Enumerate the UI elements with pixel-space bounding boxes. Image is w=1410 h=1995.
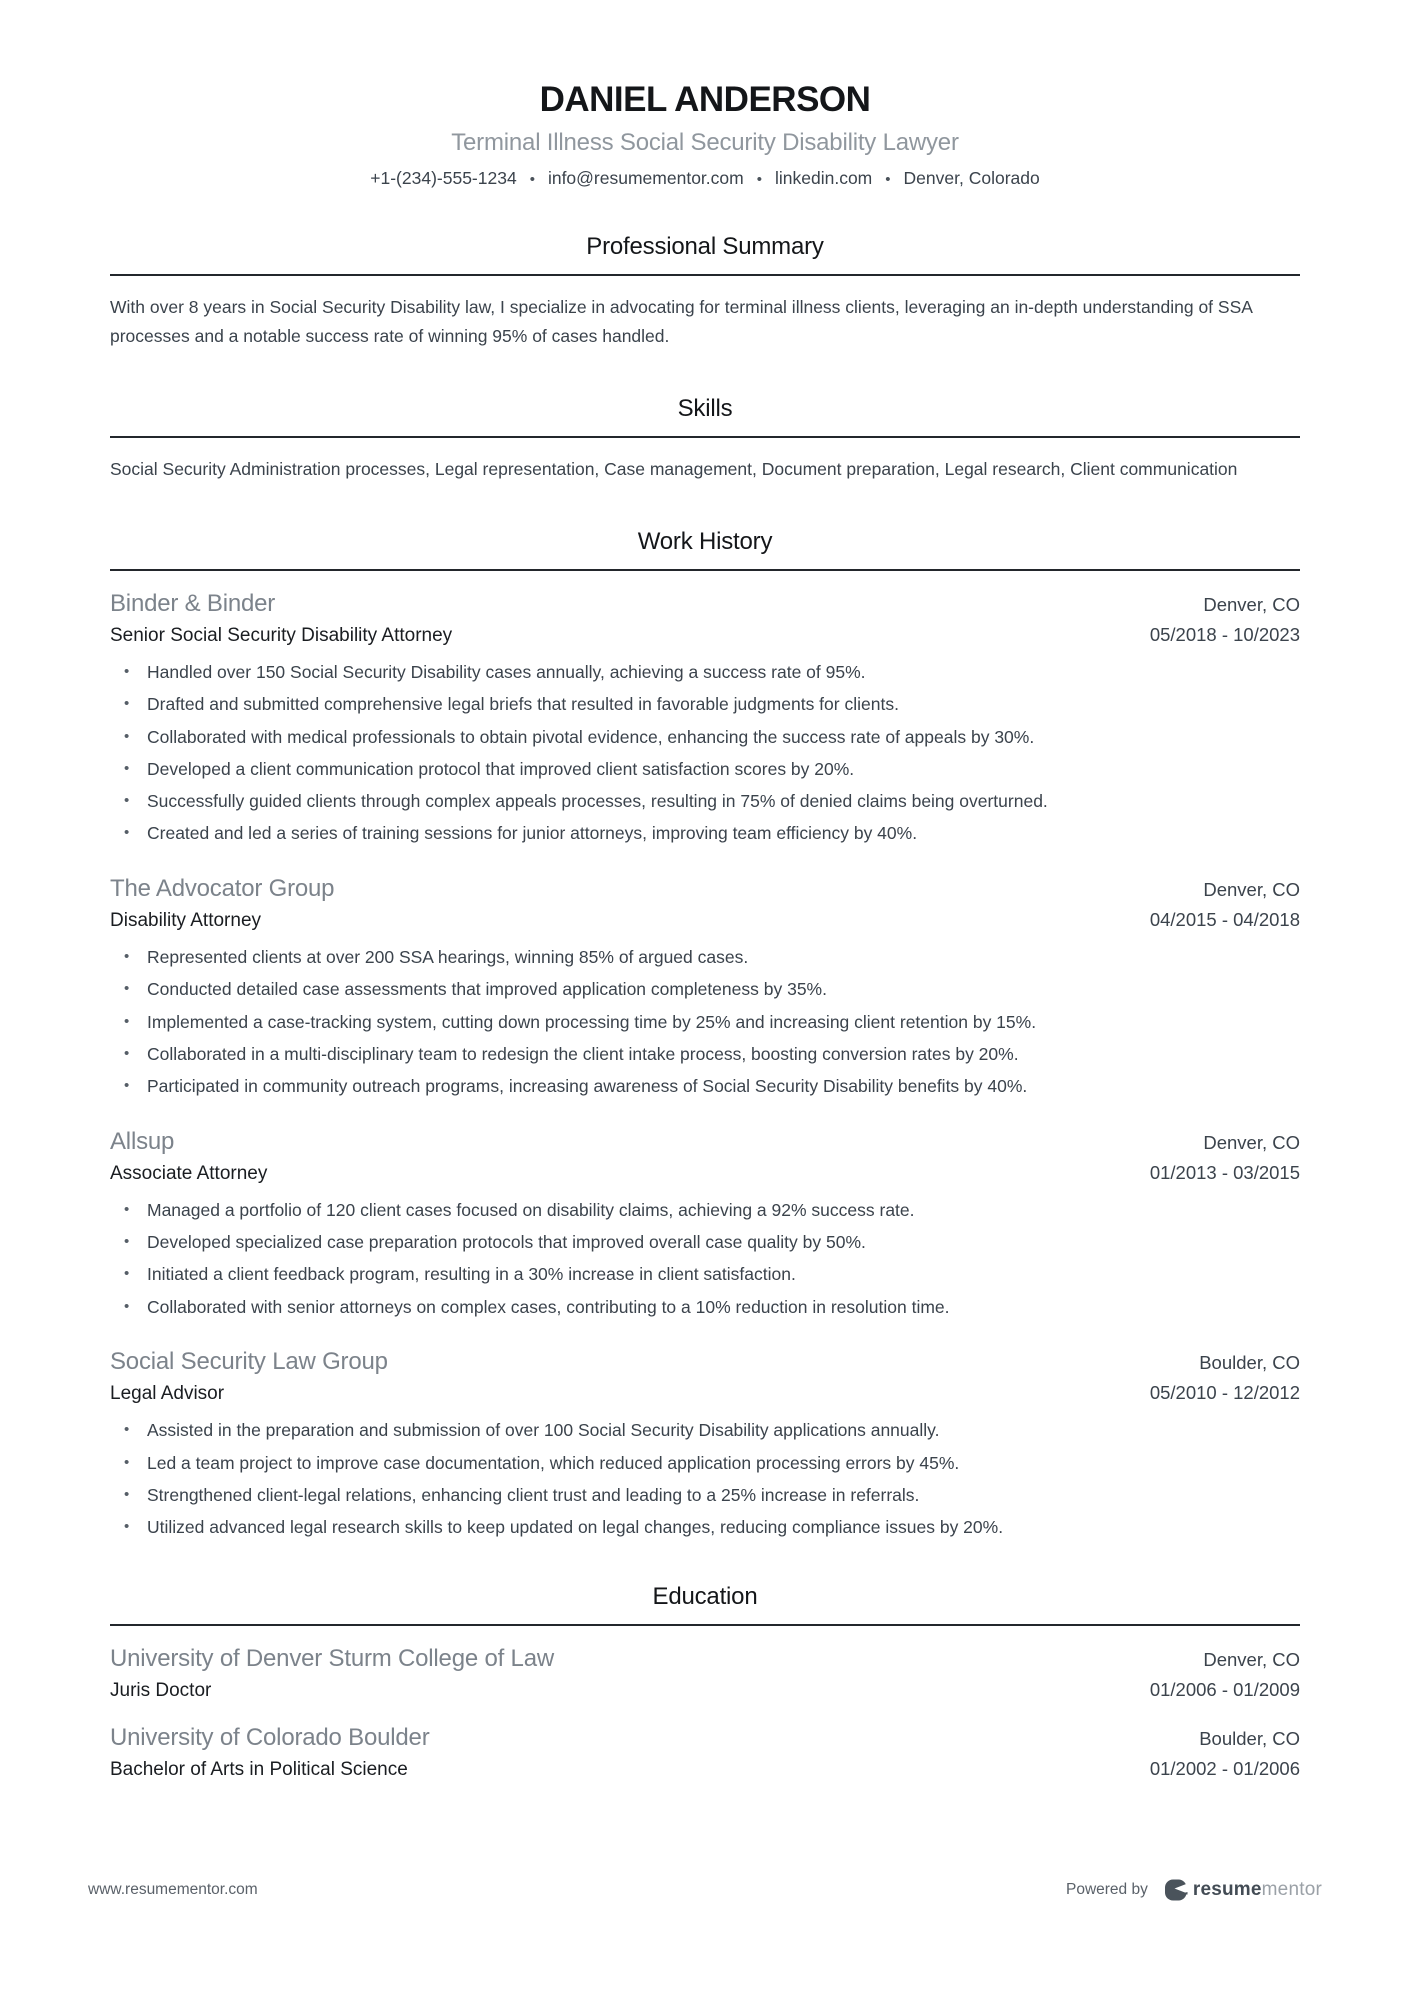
job-bullet: • Implemented a case-tracking system, cutting down processing time by 25% and increasing client retention by 15%.: [147, 1011, 1300, 1034]
education-entry: [110, 1645, 1300, 1702]
section-divider: [110, 1624, 1300, 1626]
job-bullets: [110, 946, 1300, 1098]
job-bullet: • Assisted in the preparation and submission of over 100 Social Security Disability applications annually.: [147, 1419, 1300, 1442]
job-bullet: • Developed specialized case preparation protocols that improved overall case quality by 50%.: [147, 1231, 1300, 1254]
job-role-row: [110, 1162, 1300, 1185]
candidate-name: DANIEL ANDERSON: [539, 80, 871, 119]
job-bullet: • Initiated a client feedback program, resulting in a 30% increase in client satisfaction.: [147, 1263, 1300, 1286]
job-bullet: • Represented clients at over 200 SSA hearings, winning 85% of argued cases.: [147, 946, 1300, 969]
education-heading: Education: [652, 1582, 758, 1610]
job-bullet: • Collaborated with senior attorneys on complex cases, contributing to a 10% reduction in resolution time.: [147, 1296, 1300, 1319]
job-bullet: • Participated in community outreach programs, increasing awareness of Social Security Disability benefits by 40%.: [147, 1075, 1300, 1098]
job-bullet: • Conducted detailed case assessments that improved application completeness by 35%.: [147, 978, 1300, 1001]
degree-row: [110, 1758, 1300, 1781]
job-bullet: • Created and led a series of training sessions for junior attorneys, improving team efficiency by 40%.: [147, 822, 1300, 845]
section-education: [110, 1583, 1300, 1781]
company-name: Allsup: [110, 1127, 175, 1155]
section-divider: [110, 569, 1300, 571]
education-entry: [110, 1724, 1300, 1781]
section-divider: [110, 436, 1300, 438]
phone-text: +1-(234)-555-1234: [370, 168, 517, 188]
candidate-title: Terminal Illness Social Security Disability Lawyer: [451, 129, 959, 156]
summary-heading: Professional Summary: [586, 233, 824, 260]
work-history-body: [110, 590, 1300, 1539]
section-skills: [110, 395, 1300, 484]
job-title: Legal Advisor: [110, 1383, 225, 1405]
school-dates: 01/2002 - 01/2006: [1149, 1757, 1300, 1779]
job-bullet: • Drafted and submitted comprehensive legal briefs that resulted in favorable judgments for clients.: [147, 693, 1300, 716]
resumementor-logo-icon: [1164, 1878, 1188, 1902]
job-entry: [110, 590, 1300, 845]
school-dates: 01/2006 - 01/2009: [1149, 1678, 1300, 1700]
job-title: Associate Attorney: [110, 1162, 268, 1184]
job-location: Denver, CO: [1203, 594, 1300, 616]
job-role-row: [110, 624, 1300, 647]
contact-row: [110, 168, 1300, 189]
job-bullet: • Strengthened client-legal relations, enhancing client trust and leading to a 25% increase in referrals.: [147, 1484, 1300, 1507]
job-bullets: [110, 1199, 1300, 1319]
job-dates: 05/2018 - 10/2023: [1149, 624, 1300, 646]
job-bullets: [110, 1419, 1300, 1539]
website-text: • linkedin.com: [744, 168, 873, 189]
job-location: Denver, CO: [1203, 879, 1300, 901]
company-name: The Advocator Group: [110, 875, 335, 903]
skills-text: Social Security Administration processes, Legal representation, Case management, Document preparation, Legal research, Client communication: [110, 459, 1238, 480]
company-name: Binder & Binder: [110, 590, 276, 618]
page-footer: [88, 1878, 1322, 1902]
job-bullet: • Developed a client communication protocol that improved client satisfaction scores by 20%.: [147, 758, 1300, 781]
work-history-heading: Work History: [637, 528, 773, 556]
powered-by-text: Powered by: [1066, 1881, 1148, 1898]
school-name: University of Colorado Boulder: [110, 1723, 430, 1751]
job-entry: [110, 875, 1300, 1098]
footer-website-text: www.resumementor.com: [88, 1881, 258, 1898]
section-summary: [110, 233, 1300, 351]
brand-text-light: mentor: [1261, 1879, 1322, 1900]
job-entry: [110, 1348, 1300, 1539]
job-header-row: [110, 875, 1300, 903]
skills-heading: Skills: [677, 395, 733, 423]
company-name: Social Security Law Group: [110, 1348, 388, 1376]
job-title: Senior Social Security Disability Attorney: [110, 625, 453, 647]
job-header-row: [110, 1128, 1300, 1156]
resumementor-brand: [1164, 1878, 1322, 1902]
job-location: Denver, CO: [1203, 1131, 1300, 1153]
job-bullet: • Handled over 150 Social Security Disability cases annually, achieving a success rate of 95%.: [147, 661, 1300, 684]
degree-row: [110, 1679, 1300, 1702]
job-title: Disability Attorney: [110, 910, 262, 932]
section-divider: [110, 274, 1300, 276]
job-bullet: • Utilized advanced legal research skills to keep updated on legal changes, reducing compliance issues by 20%.: [147, 1516, 1300, 1539]
job-bullets: [110, 661, 1300, 845]
school-header-row: [110, 1724, 1300, 1752]
school-location: Boulder, CO: [1199, 1727, 1300, 1749]
degree-name: Juris Doctor: [110, 1679, 212, 1701]
job-dates: 05/2010 - 12/2012: [1149, 1382, 1300, 1404]
school-name: University of Denver Sturm College of Law: [110, 1644, 554, 1672]
school-header-row: [110, 1645, 1300, 1673]
brand-text-bold: resume: [1192, 1879, 1262, 1900]
brand-text: [1193, 1879, 1322, 1901]
job-bullet: • Led a team project to improve case documentation, which reduced application processing errors by 45%.: [147, 1452, 1300, 1475]
job-bullet: • Successfully guided clients through complex appeals processes, resulting in 75% of denied claims being overturned.: [147, 790, 1300, 813]
section-work-history: [110, 528, 1300, 1539]
summary-text: With over 8 years in Social Security Disability law, I specialize in advocating for terminal illness clients, leveraging an in-depth understanding of SSA processes and a notable success rate of winning 95% of cases handled.: [110, 297, 1252, 347]
job-role-row: [110, 909, 1300, 932]
job-location: Boulder, CO: [1199, 1352, 1300, 1374]
job-header-row: [110, 590, 1300, 618]
footer-branding: [1066, 1878, 1322, 1902]
job-bullet: • Managed a portfolio of 120 client cases focused on disability claims, achieving a 92% success rate.: [147, 1199, 1300, 1222]
job-role-row: [110, 1382, 1300, 1405]
job-dates: 01/2013 - 03/2015: [1149, 1161, 1300, 1183]
email-text: • info@resumementor.com: [517, 168, 744, 189]
job-entry: [110, 1128, 1300, 1319]
education-body: [110, 1645, 1300, 1781]
school-location: Denver, CO: [1203, 1648, 1300, 1670]
job-bullet: • Collaborated with medical professionals to obtain pivotal evidence, enhancing the success rate of appeals by 30%.: [147, 726, 1300, 749]
job-header-row: [110, 1348, 1300, 1376]
job-bullet: • Collaborated in a multi-disciplinary team to redesign the client intake process, boosting conversion rates by 20%.: [147, 1043, 1300, 1066]
degree-name: Bachelor of Arts in Political Science: [110, 1758, 408, 1780]
job-dates: 04/2015 - 04/2018: [1149, 909, 1300, 931]
location-text: • Denver, Colorado: [872, 168, 1039, 189]
